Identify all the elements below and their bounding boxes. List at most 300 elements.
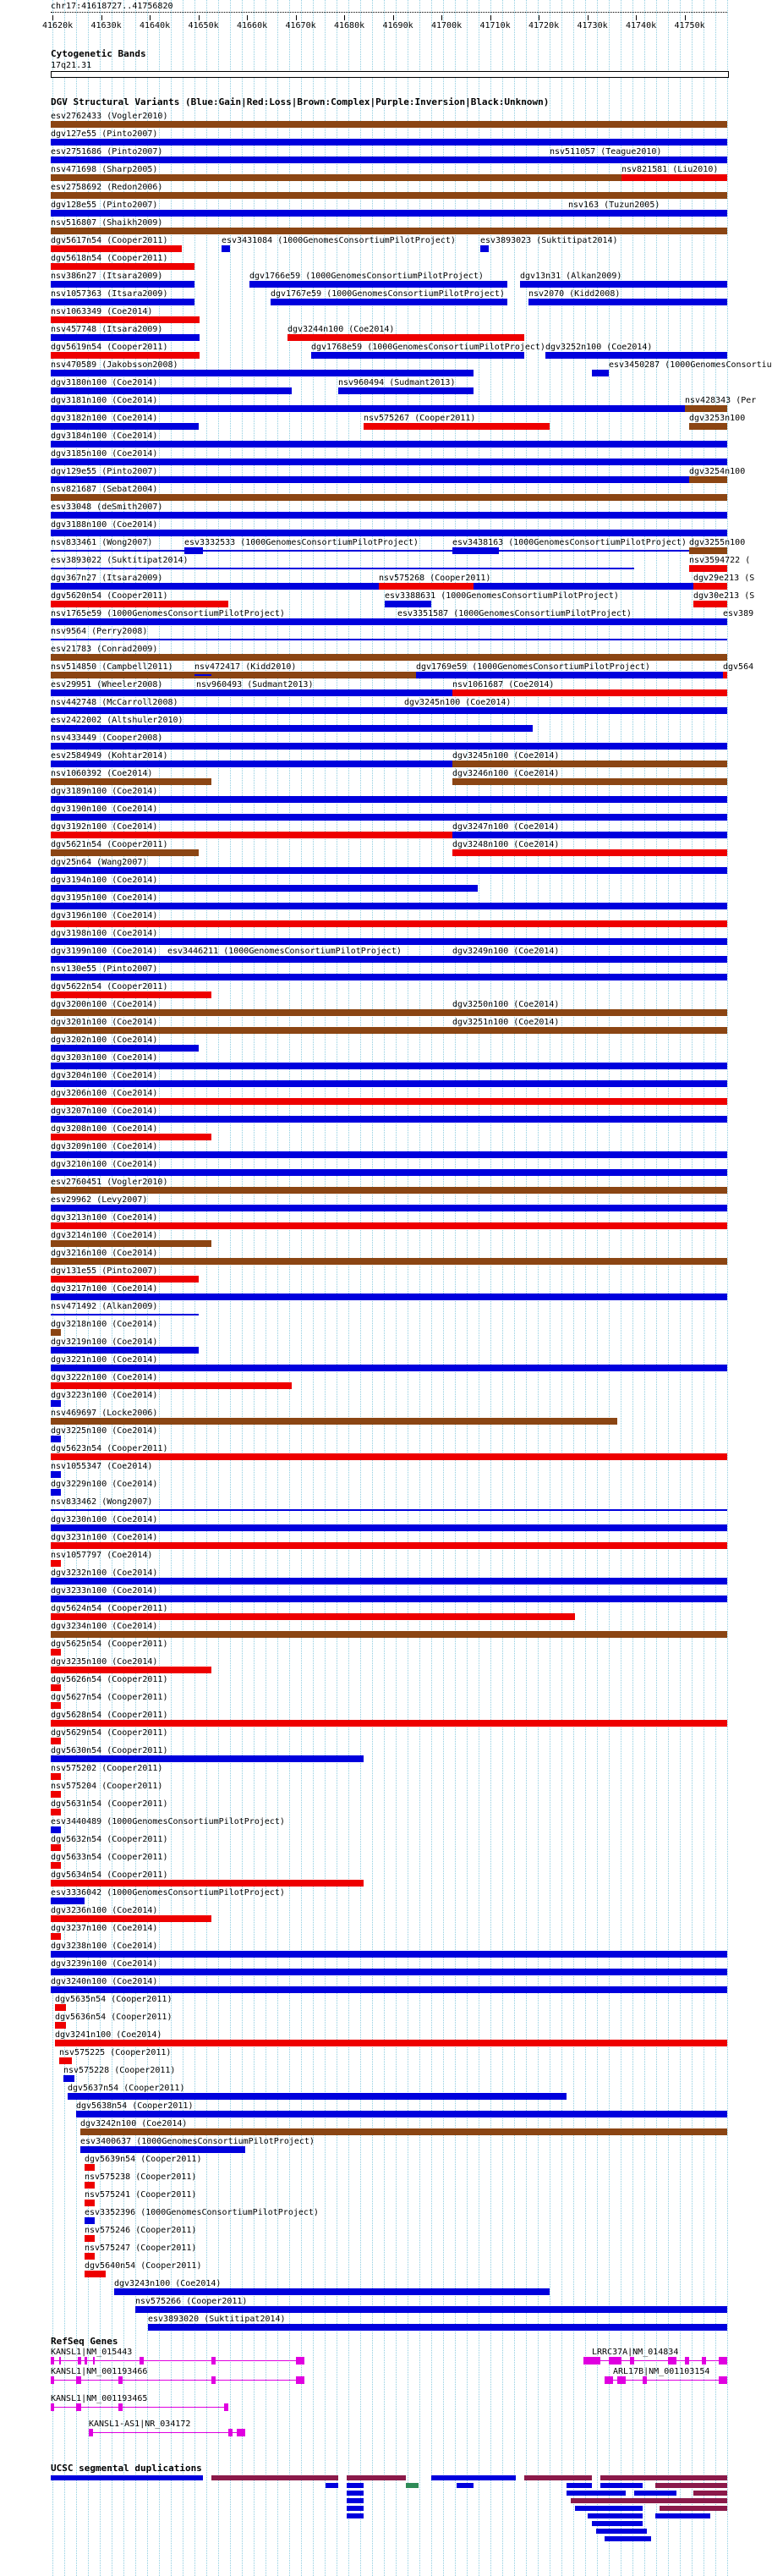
dgv-feature-label[interactable]: dgv5620n54 (Cooper2011) <box>51 591 168 601</box>
dgv-feature-label[interactable]: dgv3237n100 (Coe2014) <box>51 1924 158 1933</box>
segdup-block[interactable] <box>567 2491 626 2496</box>
dgv-feature-bar[interactable] <box>271 299 507 305</box>
dgv-feature-bar[interactable] <box>51 618 727 625</box>
dgv-feature-label[interactable]: nsv442748 (McCarroll2008) <box>51 698 178 707</box>
dgv-feature-bar[interactable] <box>452 1009 727 1016</box>
dgv-feature-label[interactable]: dgv3206n100 (Coe2014) <box>51 1089 158 1098</box>
dgv-feature-bar[interactable] <box>51 1240 211 1247</box>
dgv-feature-label[interactable]: esv29962 (Levy2007) <box>51 1195 148 1205</box>
dgv-feature-label[interactable]: dgv1769e59 (1000GenomesConsortiumPilotProject) <box>416 662 650 672</box>
dgv-feature-bar[interactable] <box>51 1702 61 1709</box>
dgv-feature-label[interactable]: dgv3213n100 (Coe2014) <box>51 1213 158 1222</box>
refseq-gene-line[interactable] <box>51 2360 304 2361</box>
refseq-exon[interactable] <box>643 2376 647 2384</box>
dgv-feature-label[interactable]: esv2758692 (Redon2006) <box>51 183 163 192</box>
dgv-feature-bar[interactable] <box>51 1205 727 1211</box>
dgv-feature-label[interactable]: dgv129e55 (Pinto2007) <box>51 467 158 476</box>
dgv-feature-label[interactable]: dgv5622n54 (Cooper2011) <box>51 982 168 991</box>
dgv-feature-label[interactable]: dgv25n64 (Wang2007) <box>51 858 148 867</box>
dgv-feature-bar[interactable] <box>51 1276 199 1283</box>
dgv-feature-bar[interactable] <box>51 316 200 323</box>
dgv-feature-label[interactable]: nsv433449 (Cooper2008) <box>51 733 163 743</box>
dgv-feature-bar[interactable] <box>338 387 474 394</box>
dgv-feature-bar[interactable] <box>51 974 727 980</box>
dgv-feature-label[interactable]: nsv472417 (Kidd2010) <box>194 662 297 672</box>
segdup-block[interactable] <box>588 2513 643 2518</box>
dgv-feature-bar[interactable] <box>51 1773 61 1780</box>
refseq-exon[interactable] <box>76 2376 81 2384</box>
dgv-feature-bar[interactable] <box>723 618 727 625</box>
dgv-feature-label[interactable]: dgv3246n100 (Coe2014) <box>452 769 560 778</box>
refseq-exon[interactable] <box>93 2357 95 2365</box>
dgv-feature-label[interactable]: nsv575225 (Cooper2011) <box>59 2048 172 2057</box>
refseq-exon[interactable] <box>583 2357 600 2365</box>
dgv-feature-bar[interactable] <box>452 761 727 767</box>
dgv-feature-bar[interactable] <box>249 281 507 288</box>
dgv-feature-bar[interactable] <box>568 212 727 214</box>
refseq-gene-line[interactable] <box>51 2380 304 2381</box>
dgv-feature-bar[interactable] <box>196 689 342 696</box>
dgv-feature-bar[interactable] <box>51 1169 727 1176</box>
dgv-feature-label[interactable]: dgv3239n100 (Coe2014) <box>51 1959 158 1969</box>
dgv-feature-label[interactable]: dgv5637n54 (Cooper2011) <box>68 2084 185 2093</box>
dgv-feature-label[interactable]: dgv127e55 (Pinto2007) <box>51 129 158 139</box>
dgv-feature-bar[interactable] <box>51 1969 727 1975</box>
dgv-feature-bar[interactable] <box>51 1755 364 1762</box>
segdup-block[interactable] <box>431 2475 516 2480</box>
dgv-feature-bar[interactable] <box>167 956 190 963</box>
dgv-feature-bar[interactable] <box>592 370 609 376</box>
dgv-feature-label[interactable]: nsv575267 (Cooper2011) <box>364 414 476 423</box>
dgv-feature-label[interactable]: dgv3247n100 (Coe2014) <box>452 822 560 832</box>
dgv-feature-bar[interactable] <box>194 674 211 676</box>
dgv-feature-bar[interactable] <box>689 565 727 572</box>
dgv-feature-label[interactable]: nsv469697 (Locke2006) <box>51 1409 158 1418</box>
dgv-feature-label[interactable]: dgv3253n100 <box>689 414 746 423</box>
dgv-feature-label[interactable]: dgv3236n100 (Coe2014) <box>51 1906 158 1915</box>
dgv-feature-bar[interactable] <box>80 2146 245 2153</box>
refseq-exon[interactable] <box>296 2357 304 2365</box>
dgv-feature-bar[interactable] <box>397 618 427 625</box>
segdup-block[interactable] <box>600 2483 643 2488</box>
dgv-feature-label[interactable]: nsv9564 (Perry2008) <box>51 627 148 636</box>
refseq-exon[interactable] <box>668 2357 676 2365</box>
dgv-feature-label[interactable]: dgv3251n100 (Coe2014) <box>452 1018 560 1027</box>
dgv-feature-bar[interactable] <box>51 476 727 483</box>
dgv-feature-bar[interactable] <box>723 672 727 678</box>
dgv-feature-label[interactable]: dgv1766e59 (1000GenomesConsortiumPilotProject) <box>249 272 484 281</box>
segdup-block[interactable] <box>634 2491 676 2496</box>
dgv-feature-label[interactable]: dgv3232n100 (Coe2014) <box>51 1568 158 1578</box>
dgv-feature-bar[interactable] <box>51 228 727 234</box>
segdup-block[interactable] <box>51 2475 203 2480</box>
dgv-feature-label[interactable]: dgv13n31 (Alkan2009) <box>520 272 622 281</box>
dgv-feature-label[interactable]: nsv1061687 (Coe2014) <box>452 680 555 689</box>
dgv-feature-label[interactable]: dgv3182n100 (Coe2014) <box>51 414 158 423</box>
segdup-block[interactable] <box>571 2498 727 2503</box>
dgv-feature-label[interactable]: dgv3189n100 (Coe2014) <box>51 787 158 796</box>
dgv-feature-label[interactable]: dgv3241n100 (Coe2014) <box>55 2030 162 2040</box>
dgv-feature-bar[interactable] <box>51 867 727 874</box>
dgv-feature-label[interactable]: dgv5632n54 (Cooper2011) <box>51 1835 168 1844</box>
dgv-feature-bar[interactable] <box>51 1986 727 1993</box>
dgv-feature-bar[interactable] <box>85 2217 95 2224</box>
dgv-feature-label[interactable]: nsv575238 (Cooper2011) <box>85 2172 197 2182</box>
dgv-feature-label[interactable]: nsv1057363 (Itsara2009) <box>51 289 168 299</box>
dgv-feature-bar[interactable] <box>51 1791 61 1798</box>
dgv-feature-bar[interactable] <box>51 1862 61 1869</box>
dgv-feature-bar[interactable] <box>379 583 474 590</box>
dgv-feature-label[interactable]: dgv3195n100 (Coe2014) <box>51 893 158 903</box>
segdup-block[interactable] <box>575 2506 643 2511</box>
dgv-feature-label[interactable]: dgv3196n100 (Coe2014) <box>51 911 158 920</box>
dgv-feature-bar[interactable] <box>51 1258 727 1265</box>
dgv-feature-label[interactable]: dgv5636n54 (Cooper2011) <box>55 2013 172 2022</box>
dgv-feature-bar[interactable] <box>55 2004 66 2011</box>
dgv-feature-label[interactable]: dgv3242n100 (Coe2014) <box>80 2119 188 2128</box>
dgv-feature-bar[interactable] <box>51 387 292 394</box>
dgv-feature-label[interactable]: dgv5635n54 (Cooper2011) <box>55 1995 172 2004</box>
dgv-feature-bar[interactable] <box>51 654 727 661</box>
dgv-feature-label[interactable]: esv3893023 (Suktitipat2014) <box>480 236 618 245</box>
dgv-feature-bar[interactable] <box>51 1915 211 1922</box>
dgv-feature-label[interactable]: dgv3255n100 <box>689 538 746 547</box>
dgv-feature-label[interactable]: dgv3207n100 (Coe2014) <box>51 1107 158 1116</box>
refseq-exon[interactable] <box>605 2376 613 2384</box>
dgv-feature-label[interactable]: nsv3594722 ( <box>689 556 751 565</box>
refseq-exon[interactable] <box>59 2357 61 2365</box>
refseq-exon[interactable] <box>224 2403 228 2411</box>
segdup-block[interactable] <box>605 2536 651 2541</box>
dgv-feature-bar[interactable] <box>51 1365 727 1371</box>
dgv-feature-bar[interactable] <box>364 423 550 430</box>
dgv-feature-bar[interactable] <box>85 2200 95 2206</box>
dgv-feature-bar[interactable] <box>51 1738 61 1744</box>
dgv-feature-label[interactable]: dgv3192n100 (Coe2014) <box>51 822 158 832</box>
dgv-feature-label[interactable]: dgv5638n54 (Cooper2011) <box>76 2101 194 2111</box>
dgv-feature-bar[interactable] <box>51 370 474 376</box>
dgv-feature-label[interactable]: dgv3190n100 (Coe2014) <box>51 805 158 814</box>
refseq-exon[interactable] <box>76 2403 81 2411</box>
dgv-feature-label[interactable]: nsv1063349 (Coe2014) <box>51 307 153 316</box>
dgv-feature-label[interactable]: dgv3229n100 (Coe2014) <box>51 1480 158 1489</box>
dgv-feature-label[interactable]: esv33048 (deSmith2007) <box>51 503 163 512</box>
dgv-feature-bar[interactable] <box>51 1509 727 1511</box>
dgv-feature-label[interactable]: dgv5624n54 (Cooper2011) <box>51 1604 168 1613</box>
dgv-feature-label[interactable]: esv3332533 (1000GenomesConsortiumPilotProject) <box>184 538 419 547</box>
refseq-exon[interactable] <box>617 2376 626 2384</box>
dgv-feature-label[interactable]: dgv131e55 (Pinto2007) <box>51 1266 158 1276</box>
dgv-feature-label[interactable]: dgv3200n100 (Coe2014) <box>51 1000 158 1009</box>
dgv-feature-bar[interactable] <box>51 1347 199 1354</box>
dgv-feature-bar[interactable] <box>452 778 727 785</box>
dgv-feature-bar[interactable] <box>51 441 727 448</box>
dgv-feature-bar[interactable] <box>452 1027 727 1034</box>
dgv-feature-bar[interactable] <box>51 1045 199 1052</box>
dgv-feature-label[interactable]: nsv516807 (Shaikh2009) <box>51 218 163 228</box>
dgv-feature-bar[interactable] <box>51 1116 727 1123</box>
segdup-block[interactable] <box>406 2483 419 2488</box>
refseq-gene-label[interactable]: LRRC37A|NM_014834 <box>592 2348 679 2357</box>
dgv-feature-bar[interactable] <box>51 1933 61 1940</box>
dgv-feature-bar[interactable] <box>51 1578 727 1585</box>
refseq-exon[interactable] <box>228 2429 233 2436</box>
dgv-feature-bar[interactable] <box>51 1720 727 1727</box>
dgv-feature-bar[interactable] <box>51 1542 727 1549</box>
refseq-exon[interactable] <box>51 2357 54 2365</box>
dgv-feature-label[interactable]: nsv511057 (Teague2010) <box>550 147 662 157</box>
dgv-feature-bar[interactable] <box>135 2306 727 2313</box>
dgv-feature-label[interactable]: dgv3184n100 (Coe2014) <box>51 431 158 441</box>
dgv-feature-label[interactable]: dgv3234n100 (Coe2014) <box>51 1622 158 1631</box>
segdup-block[interactable] <box>592 2521 643 2526</box>
dgv-feature-bar[interactable] <box>114 2288 550 2295</box>
dgv-feature-label[interactable]: dgv367n27 (Itsara2009) <box>51 574 163 583</box>
dgv-feature-bar[interactable] <box>51 1951 727 1958</box>
dgv-feature-label[interactable]: dgv3201n100 (Coe2014) <box>51 1018 158 1027</box>
dgv-feature-label[interactable]: dgv5640n54 (Cooper2011) <box>85 2261 202 2271</box>
dgv-feature-bar[interactable] <box>51 639 727 640</box>
dgv-feature-label[interactable]: esv3438163 (1000GenomesConsortiumPilotProject) <box>452 538 687 547</box>
dgv-feature-bar[interactable] <box>51 1080 727 1087</box>
dgv-feature-label[interactable]: dgv3223n100 (Coe2014) <box>51 1391 158 1400</box>
dgv-feature-bar[interactable] <box>51 1649 61 1656</box>
segdup-block[interactable] <box>457 2483 474 2488</box>
dgv-feature-bar[interactable] <box>55 2022 66 2029</box>
dgv-feature-bar[interactable] <box>51 1418 617 1425</box>
dgv-feature-label[interactable]: esv3400637 (1000GenomesConsortiumPilotProject) <box>80 2137 315 2146</box>
dgv-feature-bar[interactable] <box>51 1826 61 1833</box>
dgv-feature-label[interactable]: dgv5639n54 (Cooper2011) <box>85 2155 202 2164</box>
dgv-feature-label[interactable]: dgv3180n100 (Coe2014) <box>51 378 158 387</box>
dgv-feature-label[interactable]: dgv3240n100 (Coe2014) <box>51 1977 158 1986</box>
dgv-feature-label[interactable]: dgv1768e59 (1000GenomesConsortiumPilotProject) <box>311 343 545 352</box>
dgv-feature-bar[interactable] <box>51 1684 61 1691</box>
dgv-feature-bar[interactable] <box>51 263 194 270</box>
dgv-feature-bar[interactable] <box>51 1898 85 1904</box>
refseq-exon[interactable] <box>719 2376 727 2384</box>
dgv-feature-bar[interactable] <box>51 494 727 501</box>
segdup-block[interactable] <box>347 2475 406 2480</box>
refseq-exon[interactable] <box>51 2403 54 2411</box>
dgv-feature-label[interactable]: nsv1055347 (Coe2014) <box>51 1462 153 1471</box>
dgv-feature-bar[interactable] <box>51 1524 727 1531</box>
dgv-feature-bar[interactable] <box>51 743 727 750</box>
refseq-gene-label[interactable]: KANSL1-AS1|NR_034172 <box>89 2419 191 2429</box>
dgv-feature-bar[interactable] <box>51 1134 211 1140</box>
dgv-feature-label[interactable]: dgv3219n100 (Coe2014) <box>51 1337 158 1347</box>
dgv-feature-bar[interactable] <box>452 832 727 838</box>
dgv-feature-label[interactable]: dgv3231n100 (Coe2014) <box>51 1533 158 1542</box>
refseq-exon[interactable] <box>702 2357 706 2365</box>
refseq-exon[interactable] <box>609 2357 621 2365</box>
dgv-feature-bar[interactable] <box>287 334 524 341</box>
dgv-feature-label[interactable]: dgv3214n100 (Coe2014) <box>51 1231 158 1240</box>
dgv-feature-bar[interactable] <box>51 1489 61 1496</box>
dgv-feature-label[interactable]: dgv5618n54 (Cooper2011) <box>51 254 168 263</box>
segdup-block[interactable] <box>596 2529 647 2534</box>
refseq-exon[interactable] <box>89 2429 93 2436</box>
segdup-block[interactable] <box>347 2506 364 2511</box>
segdup-block[interactable] <box>211 2475 338 2480</box>
dgv-feature-bar[interactable] <box>452 849 727 856</box>
dgv-feature-bar[interactable] <box>85 2271 106 2277</box>
dgv-feature-label[interactable]: esv3351587 (1000GenomesConsortiumPilotProject) <box>397 609 632 618</box>
dgv-feature-label[interactable]: nsv821687 (Sebat2004) <box>51 485 158 494</box>
segdup-block[interactable] <box>655 2483 727 2488</box>
dgv-feature-bar[interactable] <box>51 1098 727 1105</box>
dgv-feature-label[interactable]: esv2422002 (Altshuler2010) <box>51 716 183 725</box>
dgv-feature-label[interactable]: esv21783 (Conrad2009) <box>51 645 158 654</box>
refseq-exon[interactable] <box>237 2429 245 2436</box>
dgv-feature-bar[interactable] <box>51 299 194 305</box>
dgv-feature-bar[interactable] <box>85 2253 95 2260</box>
dgv-feature-label[interactable]: dgv3216n100 (Coe2014) <box>51 1249 158 1258</box>
dgv-feature-bar[interactable] <box>51 1329 61 1336</box>
dgv-feature-label[interactable]: dgv3209n100 (Coe2014) <box>51 1142 158 1151</box>
dgv-feature-label[interactable]: dgv3204n100 (Coe2014) <box>51 1071 158 1080</box>
dgv-feature-bar[interactable] <box>51 1151 727 1158</box>
dgv-feature-bar[interactable] <box>520 281 727 288</box>
segdup-block[interactable] <box>655 2513 710 2518</box>
dgv-feature-bar[interactable] <box>689 423 727 430</box>
dgv-feature-bar[interactable] <box>689 476 727 483</box>
dgv-feature-bar[interactable] <box>51 1667 211 1673</box>
dgv-feature-label[interactable]: nsv575241 (Cooper2011) <box>85 2190 197 2200</box>
dgv-feature-label[interactable]: nsv821581 (Liu2010) <box>621 165 719 174</box>
dgv-feature-label[interactable]: dgv3250n100 (Coe2014) <box>452 1000 560 1009</box>
dgv-feature-label[interactable]: esv3450287 (1000GenomesConsortiu <box>609 360 772 370</box>
dgv-feature-label[interactable]: dgv5633n54 (Cooper2011) <box>51 1853 168 1862</box>
dgv-feature-label[interactable]: dgv3185n100 (Coe2014) <box>51 449 158 459</box>
refseq-gene-label[interactable]: KANSL1|NM_015443 <box>51 2348 133 2357</box>
dgv-feature-label[interactable]: dgv1767e59 (1000GenomesConsortiumPilotProject) <box>271 289 505 299</box>
dgv-feature-label[interactable]: nsv833462 (Wong2007) <box>51 1497 153 1507</box>
dgv-feature-label[interactable]: dgv3245n100 (Coe2014) <box>452 751 560 761</box>
dgv-feature-label[interactable]: dgv5627n54 (Cooper2011) <box>51 1693 168 1702</box>
dgv-feature-label[interactable]: nsv960494 (Sudmant2013) <box>338 378 456 387</box>
dgv-feature-label[interactable]: nsv130e55 (Pinto2007) <box>51 964 158 974</box>
dgv-feature-bar[interactable] <box>51 991 211 998</box>
dgv-feature-bar[interactable] <box>51 1436 61 1442</box>
dgv-feature-label[interactable]: esv2584949 (Kohtar2014) <box>51 751 168 761</box>
dgv-feature-label[interactable]: dgv3208n100 (Coe2014) <box>51 1124 158 1134</box>
dgv-feature-label[interactable]: nsv575228 (Cooper2011) <box>63 2066 176 2075</box>
refseq-exon[interactable] <box>211 2357 216 2365</box>
dgv-feature-label[interactable]: dgv5619n54 (Cooper2011) <box>51 343 168 352</box>
dgv-feature-label[interactable]: esv3446211 (1000GenomesConsortiumPilotProject) <box>167 947 402 956</box>
dgv-feature-label[interactable]: esv3336042 (1000GenomesConsortiumPilotProject) <box>51 1888 285 1898</box>
refseq-exon[interactable] <box>140 2357 144 2365</box>
dgv-feature-label[interactable]: nsv471698 (Sharp2005) <box>51 165 158 174</box>
dgv-feature-bar[interactable] <box>51 1809 61 1815</box>
dgv-feature-label[interactable]: nsv575268 (Cooper2011) <box>379 574 491 583</box>
dgv-feature-bar[interactable] <box>621 174 727 181</box>
dgv-feature-bar[interactable] <box>76 2111 727 2117</box>
dgv-feature-label[interactable]: dgv3221n100 (Coe2014) <box>51 1355 158 1365</box>
refseq-gene-label[interactable]: KANSL1|NM_001193466 <box>51 2367 148 2376</box>
dgv-feature-bar[interactable] <box>51 1222 727 1229</box>
refseq-exon[interactable] <box>211 2376 216 2384</box>
dgv-feature-bar[interactable] <box>51 245 182 252</box>
dgv-feature-bar[interactable] <box>51 1453 727 1460</box>
segdup-block[interactable] <box>524 2475 592 2480</box>
dgv-feature-bar[interactable] <box>51 512 727 519</box>
dgv-feature-bar[interactable] <box>51 778 211 785</box>
dgv-feature-label[interactable]: dgv5630n54 (Cooper2011) <box>51 1746 168 1755</box>
dgv-feature-bar[interactable] <box>51 121 727 128</box>
dgv-feature-label[interactable]: dgv3249n100 (Coe2014) <box>452 947 560 956</box>
dgv-feature-label[interactable]: dgv3252n100 (Coe2014) <box>545 343 653 352</box>
dgv-feature-label[interactable]: dgv3188n100 (Coe2014) <box>51 520 158 530</box>
dgv-feature-bar[interactable] <box>51 1631 727 1638</box>
refseq-exon[interactable] <box>85 2357 87 2365</box>
dgv-feature-bar[interactable] <box>311 352 524 359</box>
dgv-feature-bar[interactable] <box>51 1613 575 1620</box>
dgv-feature-label[interactable]: dgv3199n100 (Coe2014) <box>51 947 158 956</box>
dgv-feature-label[interactable]: dgv30e213 (S <box>693 591 755 601</box>
dgv-feature-label[interactable]: dgv3203n100 (Coe2014) <box>51 1053 158 1063</box>
dgv-feature-bar[interactable] <box>68 2093 567 2100</box>
dgv-feature-bar[interactable] <box>59 2057 72 2064</box>
dgv-feature-label[interactable]: dgv5628n54 (Cooper2011) <box>51 1711 168 1720</box>
dgv-feature-bar[interactable] <box>51 423 199 430</box>
refseq-exon[interactable] <box>118 2403 123 2411</box>
dgv-feature-label[interactable]: dgv3198n100 (Coe2014) <box>51 929 158 938</box>
dgv-feature-bar[interactable] <box>51 1400 61 1407</box>
dgv-feature-bar[interactable] <box>148 2324 727 2331</box>
refseq-exon[interactable] <box>78 2357 81 2365</box>
dgv-feature-bar[interactable] <box>452 547 499 554</box>
segdup-block[interactable] <box>347 2498 364 2503</box>
dgv-feature-bar[interactable] <box>51 530 727 536</box>
dgv-feature-bar[interactable] <box>184 547 203 554</box>
dgv-feature-label[interactable]: esv3893022 (Suktitipat2014) <box>51 556 189 565</box>
dgv-feature-bar[interactable] <box>51 1063 727 1069</box>
dgv-feature-bar[interactable] <box>85 2182 95 2189</box>
dgv-feature-bar[interactable] <box>222 245 230 252</box>
refseq-exon[interactable] <box>630 2357 634 2365</box>
segdup-block[interactable] <box>347 2491 364 2496</box>
dgv-feature-label[interactable]: esv3388631 (1000GenomesConsortiumPilotProject) <box>385 591 619 601</box>
segdup-block[interactable] <box>693 2491 727 2496</box>
dgv-feature-label[interactable]: nsv575247 (Cooper2011) <box>85 2244 197 2253</box>
dgv-feature-label[interactable]: nsv163 (Tuzun2005) <box>568 200 660 210</box>
segdup-block[interactable] <box>660 2506 727 2511</box>
dgv-feature-label[interactable]: dgv3222n100 (Coe2014) <box>51 1373 158 1382</box>
dgv-feature-bar[interactable] <box>51 849 199 856</box>
dgv-feature-label[interactable]: dgv564 <box>723 662 754 672</box>
dgv-feature-label[interactable]: dgv3233n100 (Coe2014) <box>51 1586 158 1596</box>
dgv-feature-bar[interactable] <box>51 1314 199 1315</box>
dgv-feature-bar[interactable] <box>51 814 727 821</box>
dgv-feature-bar[interactable] <box>51 707 727 714</box>
dgv-feature-bar[interactable] <box>693 601 727 607</box>
dgv-feature-bar[interactable] <box>80 2128 727 2135</box>
dgv-feature-label[interactable]: nsv386n27 (Itsara2009) <box>51 272 163 281</box>
dgv-feature-bar[interactable] <box>545 352 727 359</box>
dgv-feature-bar[interactable] <box>51 796 727 803</box>
dgv-feature-label[interactable]: dgv5625n54 (Cooper2011) <box>51 1640 168 1649</box>
dgv-feature-bar[interactable] <box>51 1560 61 1567</box>
dgv-feature-bar[interactable] <box>51 920 727 927</box>
dgv-feature-label[interactable]: nsv514850 (Campbell2011) <box>51 662 173 672</box>
dgv-feature-label[interactable]: dgv5623n54 (Cooper2011) <box>51 1444 168 1453</box>
segdup-block[interactable] <box>326 2483 338 2488</box>
dgv-feature-bar[interactable] <box>480 245 489 252</box>
dgv-feature-label[interactable]: dgv3210n100 (Coe2014) <box>51 1160 158 1169</box>
dgv-feature-label[interactable]: dgv3254n100 <box>689 467 746 476</box>
